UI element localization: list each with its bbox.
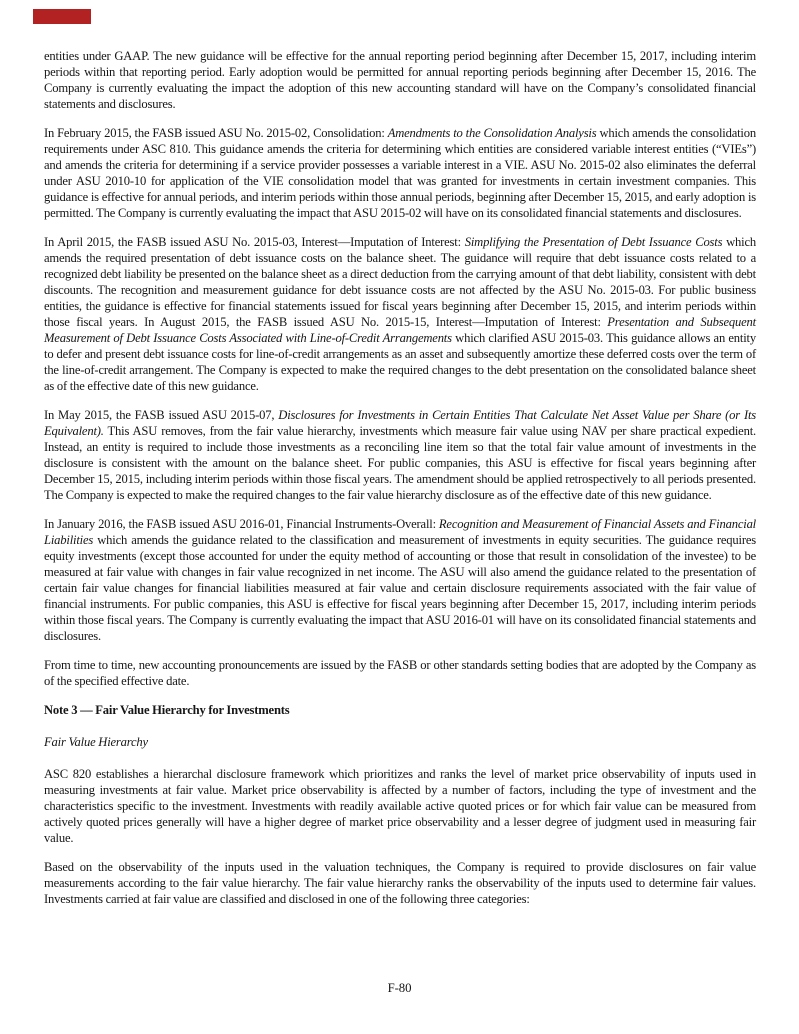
- fair-value-hierarchy-subheading: [44, 734, 756, 750]
- note-3-heading: [44, 702, 756, 718]
- italic-text-run: Amendments to the Consolidation Analysis: [387, 126, 597, 140]
- paragraph: [44, 407, 756, 503]
- text-run: In May 2015, the FASB issued ASU 2015-07,: [44, 408, 279, 422]
- paragraph: [44, 125, 756, 221]
- paragraph: [44, 48, 756, 112]
- text-run: which clarified ASU 2015-03. This guidance allows an entity to defer and present debt issuance costs for line-of-credit arrangements as an asset and subsequently amortize these deferred costs over the term of the line-of-credit arrangement. The Company is expected to make the required changes to the debt presentation on the consolidated balance sheet as of the effective date of this new guidance.: [44, 331, 756, 393]
- document-content: [44, 48, 756, 920]
- italic-text-run: Presentation and Subsequent Measurement of Debt Issuance Costs Associated with Line-of-Credit Arrangements: [44, 315, 756, 345]
- paragraph: [44, 657, 756, 689]
- paragraph: [44, 234, 756, 394]
- text-run: entities under GAAP. The new guidance will be effective for the annual reporting period beginning after December 15, 2017, including interim periods within that reporting period. Early adoption would be permitted for annual reporting periods beginning after December 15, 2016. The Company is currently evaluating the impact the adoption of this new accounting standard will have on the Company’s consolidated financial statements and disclosures.: [44, 49, 756, 111]
- text-run: In February 2015, the FASB issued ASU No. 2015-02, Consolidation:: [44, 126, 388, 140]
- italic-text-run: Recognition and Measurement of Financial Assets and Financial Liabilities: [44, 517, 756, 547]
- page-number: F-80: [387, 981, 412, 995]
- paragraph: [44, 766, 756, 846]
- text-run: Fair Value Hierarchy: [44, 735, 148, 749]
- text-run: which amends the guidance related to the classification and measurement of investments in equity securities. The guidance requires equity investments (except those accounted for under the equity method of accounting or those that result in consolidation of the investee) to be measured at fair value with changes in fair value recognized in net income. The ASU will also amend the guidance related to the presentation of certain fair value changes for financial liabilities measured at fair value and certain disclosure requirements associated with the fair value of financial instruments. For public companies, this ASU is effective for fiscal years beginning after December 15, 2017, including interim periods within those fiscal years. The Company is currently evaluating the impact that ASU 2016-01 will have on its consolidated financial statements and disclosures.: [44, 533, 756, 643]
- red-marker: [33, 9, 91, 24]
- text-run: which amends the consolidation requirements under ASC 810. This guidance amends the criteria for determining which entities are considered variable interest entities (“VIEs”) and amends the criteria for determining if a service provider possesses a variable interest in a VIE. ASU No. 2015-02 also eliminates the deferral under ASU 2010-10 for application of the VIE consolidation model that was granted for investments in certain investment companies. This guidance is effective for annual periods, and interim periods within those annual periods, beginning after December 15, 2015, and early adoption is permitted. The Company is currently evaluating the impact that ASU 2015-02 will have on its consolidated financial statements and disclosures.: [44, 126, 756, 220]
- text-run: From time to time, new accounting pronouncements are issued by the FASB or other standards setting bodies that are adopted by the Company as of the specified effective date.: [44, 658, 756, 688]
- paragraph: [44, 516, 756, 644]
- text-run: This ASU removes, from the fair value hierarchy, investments which measure fair value using NAV per share practical expedient. Instead, an entity is required to include those investments as a reconciling line item so that the total fair value amount of investments in the disclosure is consistent with the amount on the balance sheet. For public companies, this ASU is effective for fiscal years beginning after December 15, 2015, including interim periods within those fiscal years. The amendment should be applied retrospectively to all periods presented. The Company is expected to make the required changes to the fair value hierarchy disclosure as of the effective date of this new guidance.: [44, 424, 756, 502]
- text-run: In April 2015, the FASB issued ASU No. 2015-03, Interest—Imputation of Interest:: [44, 235, 465, 249]
- text-run: ASC 820 establishes a hierarchal disclosure framework which prioritizes and ranks the level of market price observability of inputs used in measuring investments at fair value. Market price observability is affected by a number of factors, including the type of investment and the characteristics specific to the investment. Investments with readily available active quoted prices or for which fair value can be measured from actively quoted prices generally will have a higher degree of market price observability and a lesser degree of judgment used in measuring fair value.: [44, 767, 756, 845]
- text-run: Note 3 — Fair Value Hierarchy for Investments: [44, 703, 290, 717]
- italic-text-run: Disclosures for Investments in Certain Entities That Calculate Net Asset Value per Share (or Its Equivalent).: [44, 408, 756, 438]
- text-run: Based on the observability of the inputs used in the valuation techniques, the Company is required to provide disclosures on fair value measurements according to the fair value hierarchy. The fair value hierarchy ranks the observability of the inputs used to determine fair values. Investments carried at fair value are classified and disclosed in one of the following three categories:: [44, 860, 756, 906]
- text-run: In January 2016, the FASB issued ASU 2016-01, Financial Instruments-Overall:: [44, 517, 439, 531]
- italic-text-run: Simplifying the Presentation of Debt Issuance Costs: [464, 235, 723, 249]
- text-run: which amends the required presentation of debt issuance costs on the balance sheet. The guidance will require that debt issuance costs related to a recognized debt liability be presented on the balance sheet as a direct deduction from the carrying amount of that debt liability, consistent with debt discounts. The recognition and measurement guidance for debt issuance costs are not affected by the ASU No. 2015-03. For public business entities, the guidance is effective for financial statements issued for fiscal years beginning after December 15, 2015, and interim periods within those fiscal years. In August 2015, the FASB issued ASU No. 2015-15, Interest—Imputation of Interest:: [44, 235, 756, 329]
- paragraph: [44, 859, 756, 907]
